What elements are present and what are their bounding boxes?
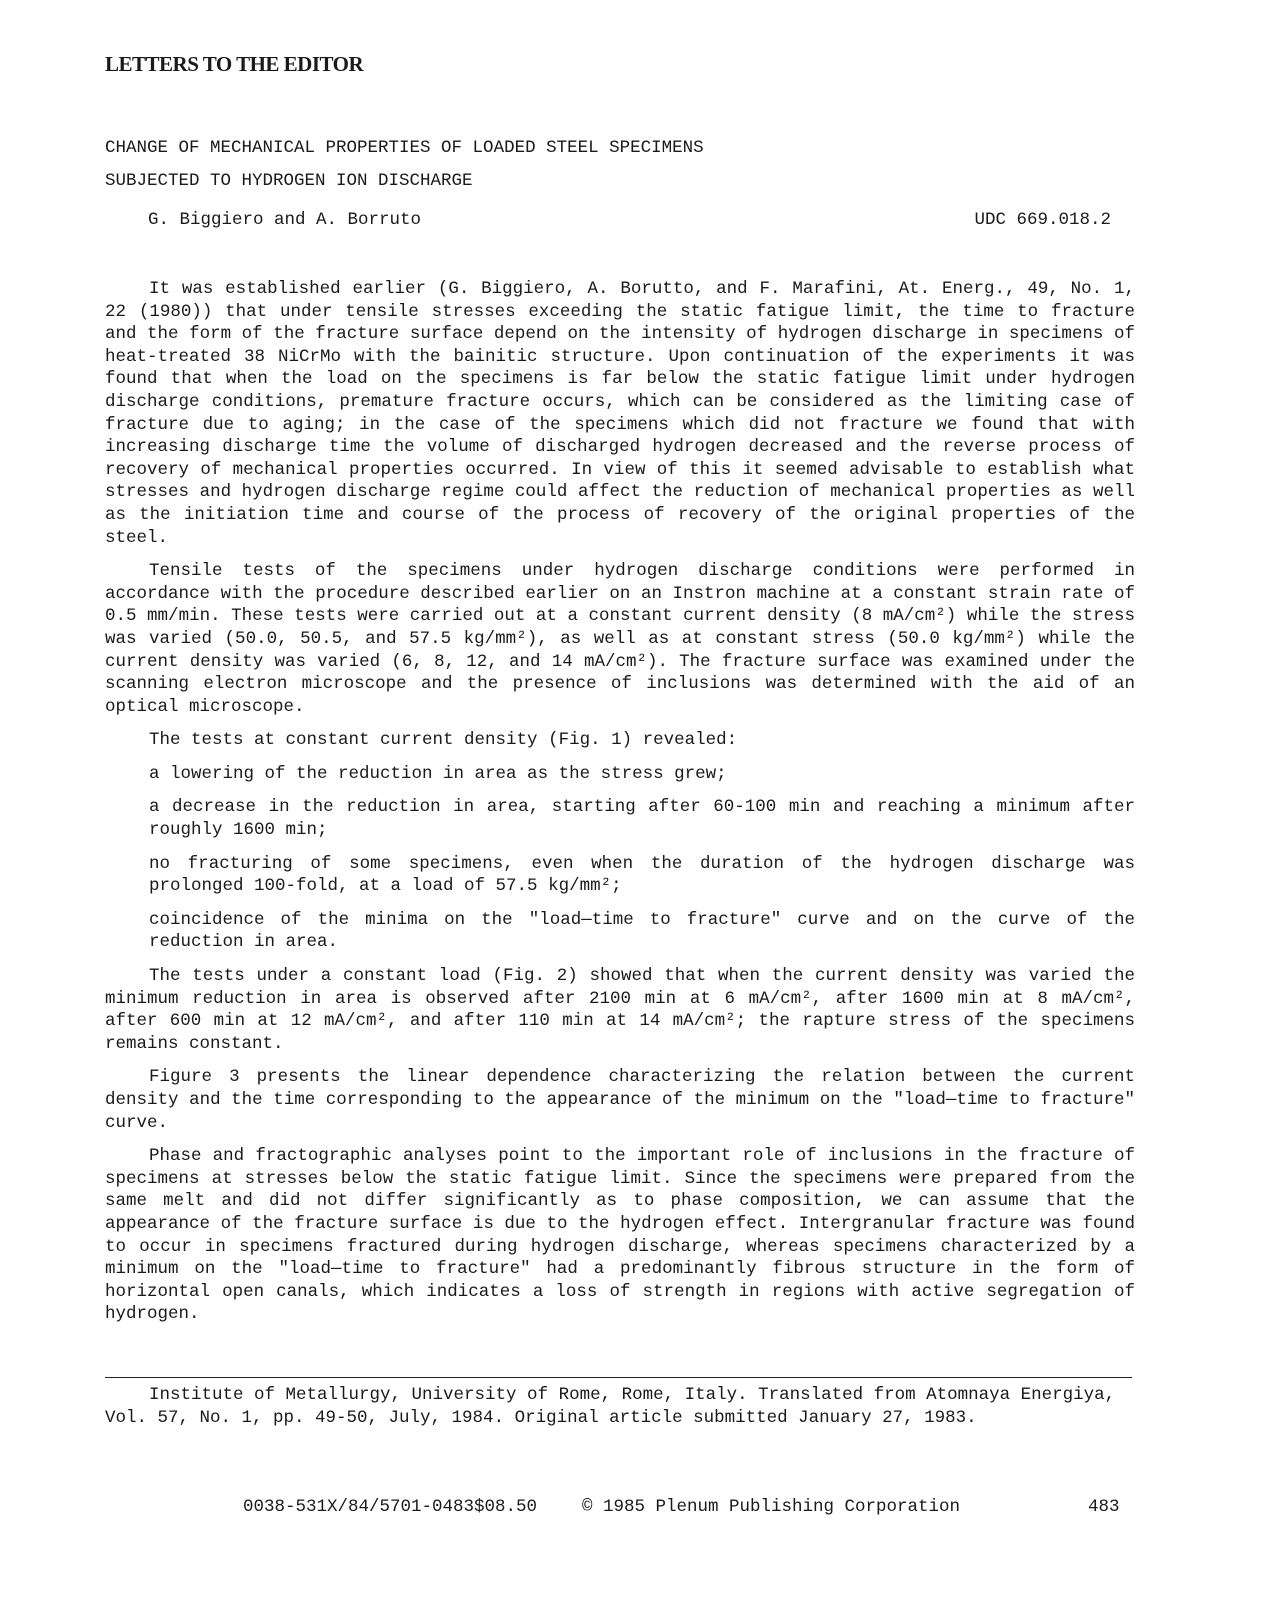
paragraph: Phase and fractographic analyses point to the important role of inclusions in the fracture of specimens at stresses below the static fatigue limit. Since the specimens were prepared from the same melt and did not differ significantly as to phase composition, we can assume that the appearance of the fracture surface is due to the hydrogen effect. Intergranular fracture was found to occur in specimens fractured during hydrogen discharge, whereas specimens characterized by a minimum on the "load—time to fracture" had a predominantly fibrous structure in the form of horizontal open canals, which indicates a loss of strength in regions with active segregation of hydrogen. [105,1146,1135,1325]
publication-code: 0038-531X/84/5701-0483$08.50 [243,1497,538,1517]
page-number: 483 [1088,1497,1120,1517]
list-item: a decrease in the reduction in area, starting after 60-100 min and reaching a minimum after roughly 1600 min; [149,797,1135,841]
list-item: coincidence of the minima on the "load—time to fracture" curve and on the curve of the reduction in area. [149,909,1135,953]
list-item: no fracturing of some specimens, even when the duration of the hydrogen discharge was prolonged 100-fold, at a load of 57.5 kg/mm²; [149,853,1135,897]
section-label: LETTERS TO THE EDITOR [105,52,364,76]
title-line-2: SUBJECTED TO HYDROGEN ION DISCHARGE [105,171,473,191]
list-item: a lowering of the reduction in area as the stress grew; [149,763,727,784]
title-line-1: CHANGE OF MECHANICAL PROPERTIES OF LOADED STEEL SPECIMENS [105,138,704,158]
footnote-divider [105,1377,1132,1378]
udc-code: UDC 669.018.2 [974,210,1111,230]
footnote: Institute of Metallurgy, University of Rome, Rome, Italy. Translated from Atomnaya Energiya, Vol. 57, No. 1, pp. 49-50, July, 1984. Original article submitted January 27, 1983. [105,1385,1116,1428]
copyright-notice: © 1985 Plenum Publishing Corporation [582,1497,961,1517]
paragraph: Figure 3 presents the linear dependence characterizing the relation between the current density and the time corresponding to the appearance of the minimum on the "load—time to fracture" curve. [105,1067,1135,1133]
paragraph: Tensile tests of the specimens under hydrogen discharge conditions were performed in accordance with the procedure described earlier on an Instron machine at a constant strain rate of 0.5 mm/min. These tests were carried out at a constant current density (8 mA/cm²) while the stress was varied (50.0, 50.5, and 57.5 kg/mm²), as well as at constant stress (50.0 kg/mm²) while the current density was varied (6, 8, 12, and 14 mA/cm²). The fracture surface was examined under the scanning electron microscope and the presence of inclusions was determined with the aid of an optical microscope. [105,561,1135,717]
paragraph: It was established earlier (G. Biggiero, A. Borutto, and F. Marafini, At. Energ., 49, No. 1, 22 (1980)) that under tensile stresses exceeding the static fatigue limit, the time to fracture and the form of the fracture surface depend on the intensity of hydrogen discharge in specimens of heat-treated 38 NiCrMo with the bainitic structure. Upon continuation of the experiments it was found that when the load on the specimens is far below the static fatigue limit under hydrogen discharge conditions, premature fracture occurs, which can be considered as the limiting case of fracture due to aging; in the case of the specimens which did not fracture we found that with increasing discharge time the volume of discharged hydrogen decreased and the reverse process of recovery of mechanical properties occurred. In view of this it seemed advisable to establish what stresses and hydrogen discharge regime could affect the reduction of mechanical properties as well as the initiation time and course of the process of recovery of the original properties of the steel. [105,279,1135,548]
article-title [105,132,704,198]
authors: G. Biggiero and A. Borruto [148,210,422,230]
article-body [105,278,1135,1337]
paragraph: The tests under a constant load (Fig. 2) showed that when the current density was varied the minimum reduction in area is observed after 2100 min at 6 mA/cm², after 1600 min at 8 mA/cm², after 600 min at 12 mA/cm², and after 110 min at 14 mA/cm²; the rapture stress of the specimens remains constant. [105,966,1135,1054]
paragraph: The tests at constant current density (Fig. 1) revealed: [149,730,738,751]
